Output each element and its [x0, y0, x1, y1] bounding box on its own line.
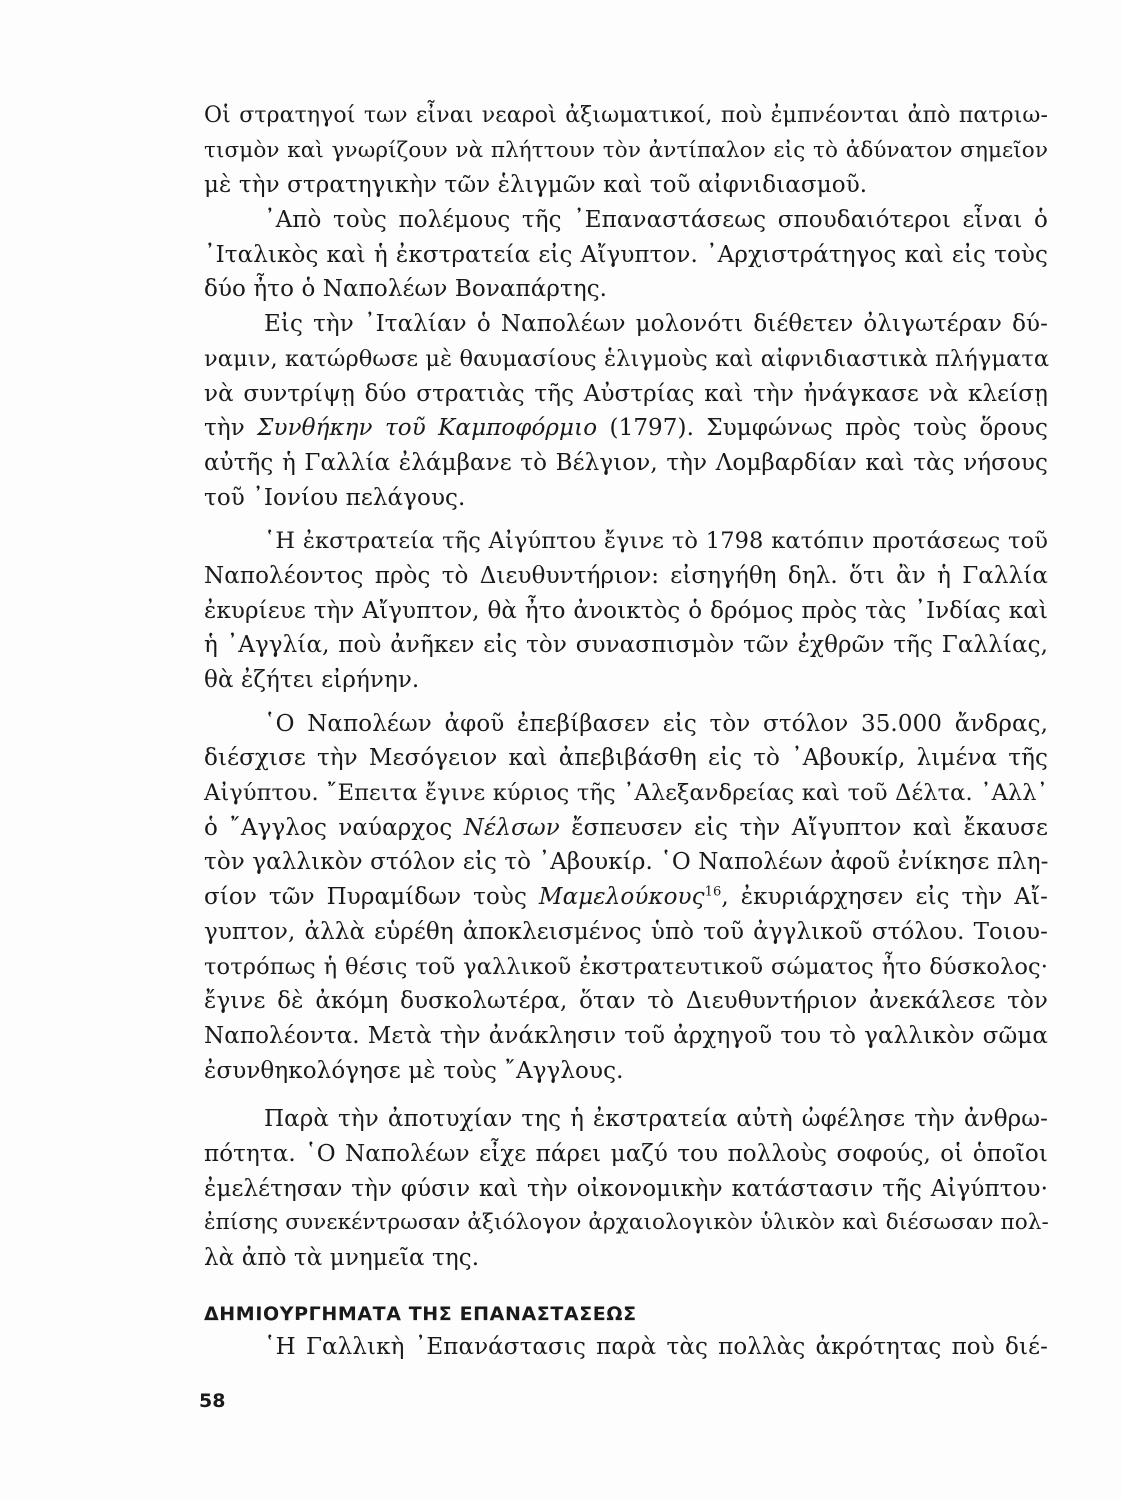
text-line: ῾Η ἐκστρατεία τῆς Αἰγύπτου ἔγινε τὸ 1798 κατόπιν προτάσεως τοῦ [264, 528, 1048, 555]
paragraph-3 [204, 307, 1048, 515]
text-line: Αἰγύπτου. ῎Επειτα ἔγινε κύριος τῆς ᾿Αλεξανδρείας καὶ τοῦ Δέλτα. ᾿Αλλ᾿ [204, 780, 1048, 807]
text-line: Οἱ στρατηγοί των εἶναι νεαροὶ ἀξιωματικοί, ποὺ ἐμπνέονται ἀπὸ πατριω- [204, 103, 1048, 128]
footnote-marker: 16 [704, 884, 722, 900]
text-line: τοτρόπως ἡ θέσις τοῦ γαλλικοῦ ἐκστρατευτικοῦ σώματος ἦτο δύσκολος· [204, 953, 1048, 980]
text-line: δύο ἦτο ὁ Ναπολέων Βοναπάρτης. [204, 276, 608, 303]
text-line: ἐπίσης συνεκέντρωσαν ἀξιόλογον ἀρχαιολογικὸν ὑλικὸν καὶ διέσωσαν πολ- [204, 1210, 1049, 1236]
text-line: Εἰς τὴν ᾿Ιταλίαν ὁ Ναπολέων μολονότι διέθετεν ὀλιγωτέραν δύ- [264, 311, 1048, 338]
text-line-nelson: ὁ ῎Αγγλος ναύαρχος Νέλσων ἔσπευσεν εἰς τὴν Αἴγυπτον καὶ ἔκαυσε [204, 814, 1048, 841]
text-line: αὐτῆς ἡ Γαλλία ἐλάμβανε τὸ Βέλγιον, τὴν Λομβαρδίαν καὶ τὰς νήσους [204, 449, 1048, 476]
paragraph-1 [204, 99, 1048, 203]
nelson-name: Νέλσων [463, 814, 560, 841]
paragraph-6 [204, 1102, 1048, 1275]
text-line: τισμὸν καὶ γνωρίζουν νὰ πλήττουν τὸν ἀντίπαλον εἰς τὸ ἀδύνατον σημεῖον [204, 137, 1048, 163]
paragraph-5 [204, 707, 1048, 1089]
section-heading: ΔΗΜΙΟΥΡΓΗΜΑΤΑ ΤΗΣ ΕΠΑΝΑΣΤΑΣΕΩΣ [204, 1303, 637, 1325]
text-line: Ναπολέοντος πρὸς τὸ Διευθυντήριον: εἰσηγήθη δηλ. ὅτι ἂν ἡ Γαλλία [204, 562, 1048, 589]
text-line: πότητα. ῾Ο Ναπολέων εἶχε πάρει μαζύ του πολλοὺς σοφούς, οἱ ὁποῖοι [204, 1140, 1048, 1167]
page-number: 58 [199, 1390, 226, 1412]
text-line: τὸν γαλλικὸν στόλον εἰς τὸ ᾿Αβουκίρ. ῾Ο Ναπολέων ἀφοῦ ἐνίκησε πλη- [204, 849, 1049, 876]
text-line: ἡ ᾿Αγγλία, ποὺ ἀνῆκεν εἰς τὸν συνασπισμὸν τῶν ἐχθρῶν τῆς Γαλλίας, [204, 632, 1048, 659]
text-line: ῾Η Γαλλικὴ ᾿Επανάστασις παρὰ τὰς πολλὰς ἀκρότητας ποὺ διέ- [264, 1334, 1048, 1360]
text-line: μὲ τὴν στρατηγικὴν τῶν ἑλιγμῶν καὶ τοῦ αἰφνιδιασμοῦ. [204, 172, 868, 199]
text-line: διέσχισε τὴν Μεσόγειον καὶ ἀπεβιβάσθη εἰς τὸ ᾿Αβουκίρ, λιμένα τῆς [204, 745, 1048, 772]
text-line: Παρὰ τὴν ἀποτυχίαν της ἡ ἐκστρατεία αὐτὴ ὠφέλησε τὴν ἀνθρω- [264, 1106, 1048, 1133]
text-line: θὰ ἐζήτει εἰρήνην. [204, 667, 420, 693]
text-line-mamelukes: σίον τῶν Πυραμίδων τοὺς Μαμελούκους$^{16}$, ἐκυριάρχησεν εἰς τὴν Αἴ- [204, 884, 1048, 911]
text-line: ναμιν, κατώρθωσε μὲ θαυμασίους ἑλιγμοὺς καὶ αἰφνιδιαστικὰ πλήγματα [204, 345, 1050, 372]
mamelukes-name: Μαμελούκους [538, 884, 705, 911]
text-line: τοῦ ᾿Ιονίου πελάγους. [204, 484, 466, 511]
text-line: γυπτον, ἀλλὰ εὑρέθη ἀποκλεισμένος ὑπὸ τοῦ ἀγγλικοῦ στόλου. Τοιου- [204, 918, 1048, 945]
paragraph-2 [204, 203, 1048, 307]
text-line: ἐκυρίευε τὴν Αἴγυπτον, θὰ ἦτο ἀνοικτὸς ὁ δρόμος πρὸς τὰς ᾿Ινδίας καὶ [204, 597, 1048, 624]
text-line: ἔγινε δὲ ἀκόμη δυσκολωτέρα, ὅταν τὸ Διευθυντήριον ἀνεκάλεσε τὸν [204, 988, 1048, 1015]
text-line: ᾿Ιταλικὸς καὶ ἡ ἐκστρατεία εἰς Αἴγυπτον. ᾿Αρχιστράτηγος καὶ εἰς τοὺς [204, 241, 1048, 268]
text-line: ἐσυνθηκολόγησε μὲ τοὺς ῎Αγγλους. [204, 1057, 624, 1084]
text-line-treaty: τὴν Συνθήκην τοῦ Καμποφόρμιο (1797). Συμφώνως πρὸς τοὺς ὅρους [204, 415, 1048, 442]
text-line: ἐμελέτησαν τὴν φύσιν καὶ τὴν οἰκονομικὴν κατάστασιν τῆς Αἰγύπτου· [204, 1175, 1048, 1202]
paragraph-4 [204, 524, 1048, 697]
text-line: λὰ ἀπὸ τὰ μνημεῖα της. [204, 1245, 480, 1271]
treaty-name: Συνθήκην τοῦ Καμποφόρμιο [257, 415, 598, 442]
text-line: νὰ συντρίψῃ δύο στρατιὰς τῆς Αὐστρίας καὶ τὴν ἠνάγκασε νὰ κλείσῃ [204, 380, 1048, 407]
text-line: Ναπολέοντα. Μετὰ τὴν ἀνάκλησιν τοῦ ἀρχηγοῦ του τὸ γαλλικὸν σῶμα [204, 1022, 1048, 1049]
body-text [204, 99, 1048, 1276]
text-line: ῾Ο Ναπολέων ἀφοῦ ἐπεβίβασεν εἰς τὸν στόλον 35.000 ἄνδρας, [264, 710, 1048, 737]
section-first-paragraph [204, 1330, 1048, 1365]
text-line: ᾿Απὸ τοὺς πολέμους τῆς ᾿Επαναστάσεως σπουδαιότεροι εἶναι ὁ [264, 207, 1048, 234]
